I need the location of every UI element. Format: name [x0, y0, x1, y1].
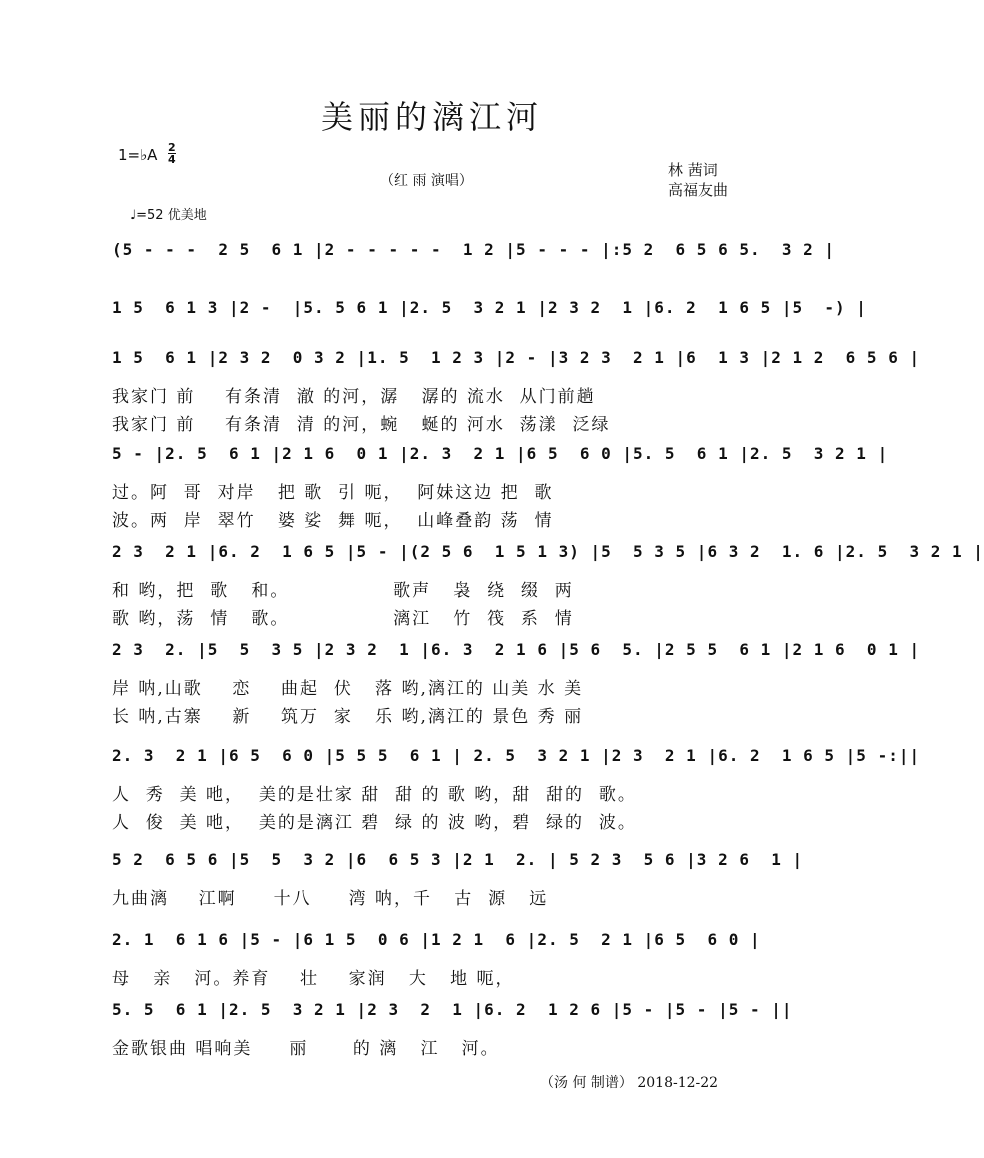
notation-system: 5 2 6 5 6 |5 5 3 2 |6 6 5 3 |2 1 2. | 5 2 3 5 6 |3 2 6 1 | — [112, 850, 804, 869]
lyric-line: 母 亲 河。养育 壮 家润 大 地 呃， — [112, 969, 515, 989]
notation-system: 2 3 2. |5 5 3 5 |2 3 2 1 |6. 3 2 1 6 |5 6 5. |2 5 5 6 1 |2 1 6 0 1 | — [112, 640, 921, 659]
notation-system: 5. 5 6 1 |2. 5 3 2 1 |2 3 2 1 |6. 2 1 2 6 |5 - |5 - |5 - || — [112, 1000, 793, 1019]
time-signature-bottom: 4 — [168, 153, 176, 166]
notation-system: 5 - |2. 5 6 1 |2 1 6 0 1 |2. 3 2 1 |6 5 6 0 |5. 5 6 1 |2. 5 3 2 1 | — [112, 444, 889, 463]
lyric-line: 波。两 岸 翠竹 婆 娑 舞 呃， 山峰叠韵 荡 情 — [112, 511, 554, 531]
lyric-line: 我家门 前 有条清 澈 的河，潺 潺的 流水 从门前趟 — [112, 387, 596, 407]
time-signature — [168, 142, 176, 165]
notation-system: 2. 3 2 1 |6 5 6 0 |5 5 5 6 1 | 2. 5 3 2 1 |2 3 2 1 |6. 2 1 6 5 |5 -:|| — [112, 746, 921, 765]
tempo-marking: ♩=52 优美地 — [130, 208, 207, 223]
lyricist-credit: 林 茜词 — [668, 161, 718, 179]
notation-system: 1 5 6 1 |2 3 2 0 3 2 |1. 5 1 2 3 |2 - |3 2 3 2 1 |6 1 3 |2 1 2 6 5 6 | — [112, 348, 921, 367]
lyric-line: 和 哟，把 歌 和。 歌声 袅 绕 缀 两 — [112, 581, 574, 601]
lyric-line: 长 呐,古寨 新 筑万 家 乐 哟,漓江的 景色 秀 丽 — [112, 707, 584, 727]
lyric-line: 岸 呐,山歌 恋 曲起 伏 落 哟,漓江的 山美 水 美 — [112, 679, 584, 699]
lyric-line: 人 俊 美 吔， 美的是漓江 碧 绿 的 波 哟，碧 绿的 波。 — [112, 813, 637, 833]
time-signature-top: 2 — [168, 141, 176, 154]
notation-system: 1 5 6 1 3 |2 - |5. 5 6 1 |2. 5 3 2 1 |2 3 2 1 |6. 2 1 6 5 |5 -) | — [112, 298, 867, 317]
transcriber-footer: （汤 何 制谱） 2018-12-22 — [540, 1075, 719, 1091]
song-title: 美丽的漓江河 — [320, 98, 543, 136]
notation-system: 2. 1 6 1 6 |5 - |6 1 5 0 6 |1 2 1 6 |2. 5 2 1 |6 5 6 0 | — [112, 930, 761, 949]
notation-system: (5 - - - 2 5 6 1 |2 - - - - - 1 2 |5 - - - |:5 2 6 5 6 5. 3 2 | — [112, 240, 836, 259]
singer-credit: （红 雨 演唱） — [380, 173, 473, 189]
authors-credit — [668, 160, 728, 200]
lyric-line: 我家门 前 有条清 清 的河，蜿 蜒的 河水 荡漾 泛绿 — [112, 415, 611, 435]
notation-system: 2 3 2 1 |6. 2 1 6 5 |5 - |(2 5 6 1 5 1 3) |5 5 3 5 |6 3 2 1. 6 |2. 5 3 2 1 | — [112, 542, 984, 561]
lyric-line: 九曲漓 江啊 十八 湾 呐，千 古 源 远 — [112, 889, 549, 909]
lyric-line: 歌 哟，荡 情 歌。 漓江 竹 筏 系 情 — [112, 609, 574, 629]
lyric-line: 金歌银曲 唱响美 丽 的 漓 江 河。 — [112, 1039, 500, 1059]
key-signature: 1=♭A — [118, 146, 158, 164]
lyric-line: 过。阿 哥 对岸 把 歌 引 呃， 阿妹这边 把 歌 — [112, 483, 554, 503]
composer-credit: 高福友曲 — [668, 181, 729, 199]
lyric-line: 人 秀 美 吔， 美的是壮家 甜 甜 的 歌 哟，甜 甜的 歌。 — [112, 785, 637, 805]
